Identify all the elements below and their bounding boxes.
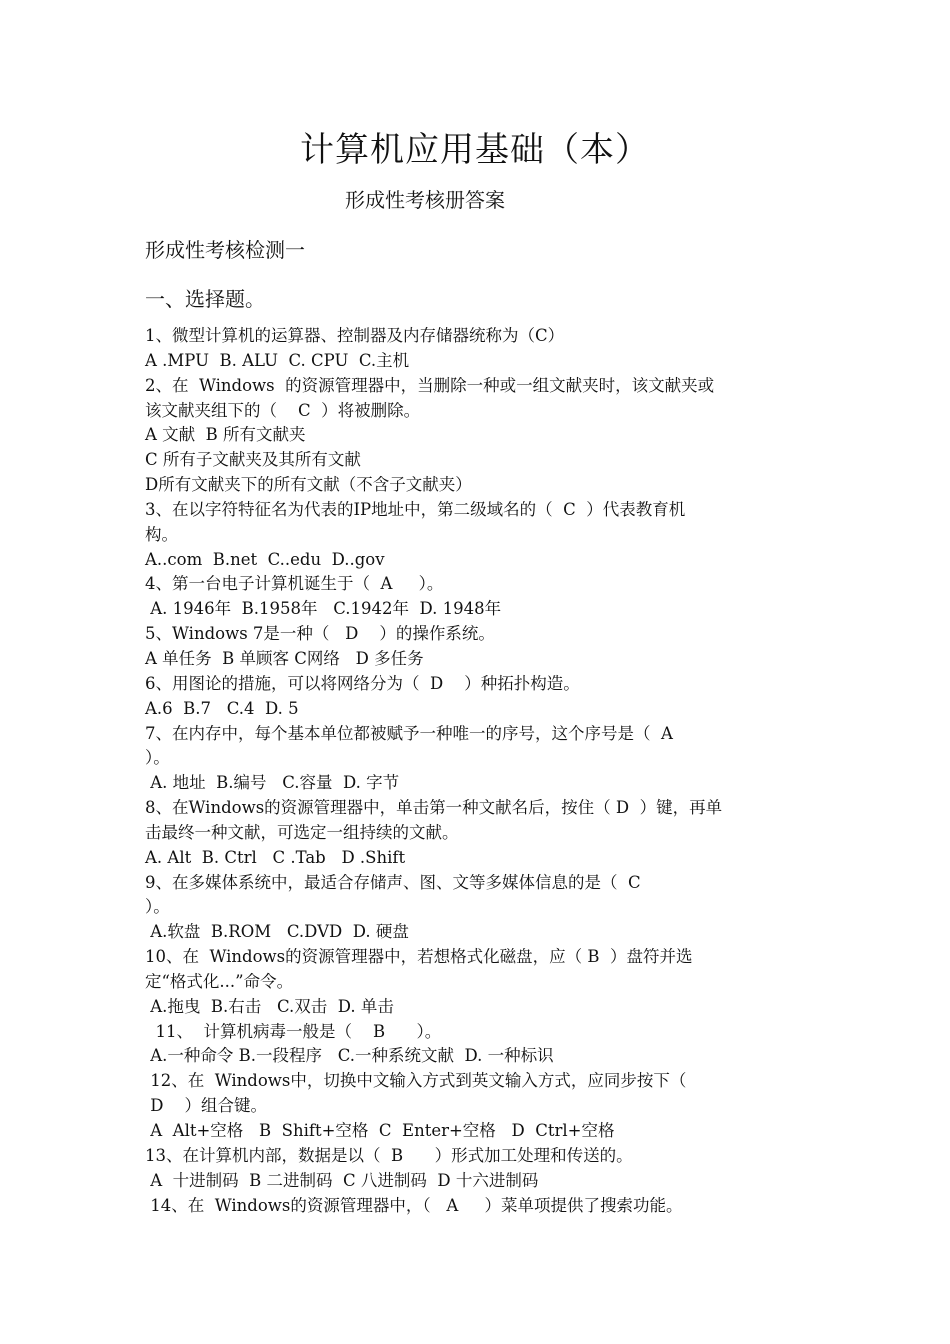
document-title: 计算机应用基础（本） <box>300 130 650 170</box>
text-line: A Alt+空格 B Shift+空格 C Enter+空格 D Ctrl+空格 <box>145 1121 615 1140</box>
text-line: 6、用图论的措施，可以将网络分为（ D ）种拓扑构造。 <box>145 673 580 693</box>
text-line: 11、 计算机病毒一般是（ B ）。 <box>145 1021 442 1041</box>
text-line: 9、在多媒体系统中，最适合存储声、图、文等多媒体信息的是（ C <box>145 872 641 892</box>
text-line: A 十进制码 B 二进制码 C 八进制码 D 十六进制码 <box>145 1170 539 1190</box>
text-line: A .MPU B. ALU C. CPU C.主机 <box>145 350 410 370</box>
text-line: 5、Windows 7是一种（ D ）的操作系统。 <box>145 624 495 644</box>
text-line: 构。 <box>145 524 178 544</box>
text-line: A.一种命令 B.一段程序 C.一种系统文献 D. 一种标识 <box>145 1046 554 1066</box>
text-line: 14、在 Windows的资源管理器中，（ A ）菜单项提供了搜索功能。 <box>145 1195 683 1215</box>
text-line: D所有文献夹下的所有文献（不含子文献夹） <box>145 475 472 495</box>
text-line: 2、在 Windows 的资源管理器中，当删除一种或一组文献夹时，该文献夹或 <box>145 375 715 395</box>
text-line: D ）组合键。 <box>145 1096 267 1116</box>
text-line: 击最终一种文献，可选定一组持续的文献。 <box>145 822 459 842</box>
text-line: A. 地址 B.编号 C.容量 D. 字节 <box>145 773 400 793</box>
text-line: 10、在 Windows的资源管理器中，若想格式化磁盘，应（ B ）盘符并选 <box>145 947 693 967</box>
text-line: 1、微型计算机的运算器、控制器及内存储器统称为（C） <box>145 326 565 345</box>
text-line: 该文献夹组下的（ C ）将被删除。 <box>145 400 421 420</box>
text-line: 12、在 Windows中，切换中文输入方式到英文输入方式，应同步按下（ <box>145 1071 687 1091</box>
text-line: A 文献 B 所有文献夹 <box>145 425 306 445</box>
text-line: A.拖曳 B.右击 C.双击 D. 单击 <box>145 996 394 1016</box>
text-line: 13、在计算机内部，数据是以（ B ）形式加工处理和传送的。 <box>145 1145 633 1165</box>
text-line: 8、在Windows的资源管理器中，单击第一种文献名后，按住（ D ）键，再单 <box>145 798 723 818</box>
question-list <box>145 324 810 1218</box>
text-line: 4、第一台电子计算机诞生于（ A ）。 <box>145 574 444 594</box>
text-line: 7、在内存中，每个基本单位都被赋予一种唯一的序号，这个序号是（ A <box>145 723 673 743</box>
text-line: A. Alt B. Ctrl C .Tab D .Shift <box>145 847 406 867</box>
text-line: C 所有子文献夹及其所有文献 <box>145 450 361 470</box>
text-line: A.软盘 B.ROM C.DVD D. 硬盘 <box>145 922 409 942</box>
part-heading: 一、选择题。 <box>145 287 265 311</box>
section-heading: 形成性考核检测一 <box>145 238 305 262</box>
text-line: ）。 <box>145 748 170 768</box>
text-line: 定“格式化...”命令。 <box>145 971 294 991</box>
document-subtitle: 形成性考核册答案 <box>345 188 505 212</box>
text-line: A. 1946年 B.1958年 C.1942年 D. 1948年 <box>145 599 502 619</box>
text-line: A..com B.net C..edu D..gov <box>145 549 385 569</box>
text-line: ）。 <box>145 897 170 917</box>
text-line: A 单任务 B 单顾客 C网络 D 多任务 <box>145 648 424 668</box>
text-line: A.6 B.7 C.4 D. 5 <box>145 698 299 718</box>
text-line: 3、在以字符特征名为代表的IP地址中，第二级域名的（ C ）代表教育机 <box>145 499 686 519</box>
